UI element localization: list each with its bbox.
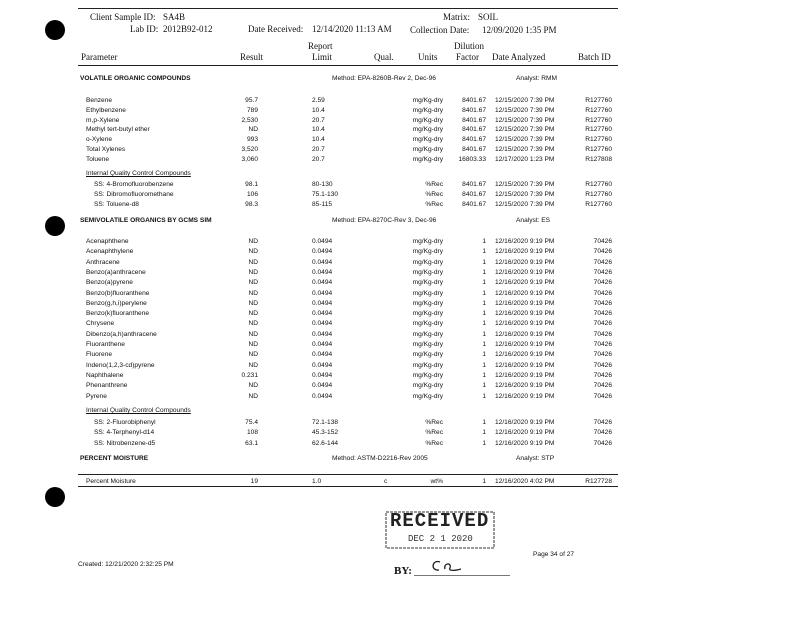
voc-analyst: Analyst: RMM	[516, 75, 558, 82]
table-cell-result: 98.1	[245, 181, 258, 188]
table-cell-units: mg/Kg-dry	[412, 248, 443, 256]
binder-hole-top	[45, 20, 65, 40]
table-cell-date: 12/16/2020 9:19 PM	[495, 258, 555, 266]
table-cell-dil: 1	[482, 330, 486, 338]
table-cell-units: wt%	[430, 478, 443, 485]
table-cell-limit: 0.0494	[312, 392, 333, 400]
table-cell-units: mg/Kg-dry	[412, 320, 443, 328]
table-cell-dil: 1	[482, 258, 486, 266]
table-cell-batch: 70426	[593, 258, 612, 266]
table-cell-limit: 75.1-130	[312, 190, 339, 198]
table-cell-limit: 10.4	[312, 126, 325, 134]
table-cell-date: 12/15/2020 7:39 PM	[495, 200, 555, 208]
table-cell-result: 3,060	[241, 155, 258, 163]
moisture-analyst: Analyst: STP	[516, 455, 555, 462]
svoc-qc-title: Internal Quality Control Compounds	[86, 407, 191, 414]
moisture-section-title: PERCENT MOISTURE	[80, 455, 149, 462]
table-cell-limit: 0.0494	[312, 382, 333, 390]
col-dilution-2: Factor	[456, 52, 479, 62]
table-cell-qual: c	[384, 478, 388, 485]
table-cell-units: mg/Kg-dry	[412, 351, 443, 359]
table-cell-batch: 70426	[593, 439, 612, 447]
table-cell-batch: R127808	[585, 155, 612, 163]
table-row-parameter: Benzo(a)pyrene	[86, 279, 133, 287]
table-cell-limit: 2.59	[312, 97, 325, 104]
collection-date-label: Collection Date:	[410, 25, 470, 35]
table-cell-units: %Rec	[425, 419, 443, 426]
table-row-parameter: Naphthalene	[86, 371, 124, 379]
table-cell-limit: 0.0494	[312, 351, 333, 359]
table-cell-units: %Rec	[425, 181, 443, 188]
col-date-analyzed: Date Analyzed	[492, 52, 546, 62]
svoc-section-title: SEMIVOLATILE ORGANICS BY GCMS SIM	[80, 217, 212, 224]
table-cell-limit: 0.0494	[312, 371, 333, 379]
table-cell-date: 12/15/2020 7:39 PM	[495, 97, 555, 104]
table-cell-result: ND	[248, 268, 258, 276]
table-row-parameter: Percent Moisture	[86, 478, 136, 485]
table-cell-dil: 16803.33	[458, 155, 486, 163]
table-cell-batch: 70426	[593, 351, 612, 359]
table-cell-limit: 62.6-144	[312, 439, 339, 447]
table-cell-batch: 70426	[593, 371, 612, 379]
table-cell-batch: R127760	[585, 200, 612, 208]
table-cell-units: mg/Kg-dry	[412, 289, 443, 297]
table-row-parameter: Acenaphthene	[86, 238, 129, 245]
table-cell-result: ND	[248, 320, 258, 328]
table-cell-result: 789	[246, 106, 258, 114]
table-cell-date: 12/16/2020 9:19 PM	[495, 238, 555, 245]
table-cell-result: ND	[248, 351, 258, 359]
table-row-parameter: SS: Toluene-d8	[94, 200, 139, 208]
table-cell-dil: 8401.67	[462, 181, 486, 188]
table-cell-dil: 8401.67	[462, 126, 486, 134]
table-cell-batch: R127760	[585, 106, 612, 114]
table-cell-batch: 70426	[593, 268, 612, 276]
table-cell-result: 19	[250, 478, 258, 485]
table-cell-dil: 8401.67	[462, 200, 486, 208]
table-cell-dil: 1	[482, 248, 486, 256]
table-cell-result: 2,530	[241, 116, 258, 124]
table-cell-units: mg/Kg-dry	[412, 238, 443, 245]
matrix-value: SOIL	[478, 12, 498, 22]
table-cell-units: mg/Kg-dry	[412, 371, 443, 379]
table-cell-batch: 70426	[593, 279, 612, 287]
received-stamp	[384, 510, 496, 550]
table-cell-batch: R127760	[585, 97, 612, 104]
table-row-parameter: SS: Dibromofluoromethane	[94, 190, 174, 198]
table-cell-date: 12/16/2020 9:19 PM	[495, 341, 555, 348]
table-cell-units: mg/Kg-dry	[412, 146, 443, 153]
table-cell-batch: R127760	[585, 146, 612, 153]
moisture-bottom-rule	[78, 486, 618, 487]
table-row-parameter: Benzo(a)anthracene	[86, 268, 146, 276]
table-cell-date: 12/16/2020 9:19 PM	[495, 382, 555, 390]
table-cell-batch: R127760	[585, 126, 612, 134]
col-parameter: Parameter	[81, 52, 118, 62]
table-cell-date: 12/16/2020 9:19 PM	[495, 279, 555, 287]
table-row-parameter: Total Xylenes	[86, 146, 126, 153]
table-cell-result: ND	[248, 238, 258, 245]
table-row-parameter: Benzene	[86, 97, 113, 104]
table-cell-units: mg/Kg-dry	[412, 299, 443, 307]
signature-mark	[428, 557, 464, 575]
table-cell-limit: 20.7	[312, 146, 325, 153]
moisture-top-rule	[78, 474, 618, 475]
by-label: BY:	[394, 565, 412, 577]
table-cell-batch: 70426	[593, 392, 612, 400]
table-cell-result: ND	[248, 330, 258, 338]
table-row-parameter: o-Xylene	[86, 136, 113, 144]
table-cell-limit: 72.1-138	[312, 419, 339, 426]
table-cell-dil: 1	[482, 351, 486, 359]
date-received-value: 12/14/2020 11:13 AM	[312, 24, 392, 34]
table-cell-dil: 1	[482, 238, 486, 245]
table-cell-units: mg/Kg-dry	[412, 126, 443, 134]
table-row-parameter: Fluorene	[86, 351, 113, 359]
table-row-parameter: Phenanthrene	[86, 382, 128, 390]
table-row-parameter: SS: Nitrobenzene-d5	[94, 439, 156, 447]
table-cell-batch: 70426	[593, 299, 612, 307]
table-cell-batch: 70426	[593, 341, 612, 348]
table-cell-result: 993	[246, 136, 258, 144]
table-cell-result: 108	[246, 429, 258, 437]
voc-qc-title: Internal Quality Control Compounds	[86, 170, 191, 177]
table-cell-units: mg/Kg-dry	[412, 382, 443, 390]
table-row-parameter: Toluene	[86, 155, 110, 163]
table-cell-date: 12/16/2020 9:19 PM	[495, 439, 555, 447]
table-cell-result: ND	[248, 258, 258, 266]
table-cell-date: 12/15/2020 7:39 PM	[495, 146, 555, 153]
binder-hole-bottom	[45, 487, 65, 507]
table-cell-dil: 1	[482, 371, 486, 379]
table-row-parameter: Acenaphthylene	[86, 248, 134, 256]
table-cell-limit: 20.7	[312, 116, 325, 124]
table-cell-units: mg/Kg-dry	[412, 392, 443, 400]
table-cell-date: 12/16/2020 9:19 PM	[495, 248, 555, 256]
table-cell-dil: 1	[482, 361, 486, 369]
table-row-parameter: SS: 4-Bromofluorobenzene	[94, 181, 174, 188]
table-cell-date: 12/16/2020 9:19 PM	[495, 419, 555, 426]
table-cell-limit: 0.0494	[312, 268, 333, 276]
voc-method: Method: EPA-8260B-Rev 2, Dec-96	[332, 75, 436, 82]
table-cell-batch: R127760	[585, 136, 612, 144]
table-cell-date: 12/17/2020 1:23 PM	[495, 155, 555, 163]
table-cell-dil: 8401.67	[462, 97, 486, 104]
table-cell-date: 12/15/2020 7:39 PM	[495, 190, 555, 198]
table-cell-batch: 70426	[593, 248, 612, 256]
table-cell-result: ND	[248, 299, 258, 307]
header-bottom-rule	[78, 65, 618, 66]
page-number: Page 34 of 27	[533, 551, 575, 558]
table-cell-limit: 0.0494	[312, 258, 333, 266]
table-cell-dil: 1	[482, 382, 486, 390]
table-cell-date: 12/16/2020 9:19 PM	[495, 392, 555, 400]
table-cell-units: mg/Kg-dry	[412, 155, 443, 163]
table-row-parameter: Methyl tert-butyl ether	[86, 126, 150, 134]
table-cell-limit: 0.0494	[312, 289, 333, 297]
table-cell-result: ND	[248, 341, 258, 348]
received-stamp-date: DEC 2 1 2020	[408, 534, 473, 544]
table-cell-dil: 1	[482, 392, 486, 400]
binder-hole-middle	[45, 216, 65, 236]
table-cell-result: 95.7	[245, 97, 258, 104]
table-cell-limit: 0.0494	[312, 248, 333, 256]
table-cell-limit: 0.0494	[312, 341, 333, 348]
table-cell-units: %Rec	[425, 439, 443, 447]
table-cell-limit: 0.0494	[312, 310, 333, 318]
table-cell-units: mg/Kg-dry	[412, 97, 443, 104]
table-cell-batch: 70426	[593, 429, 612, 437]
table-cell-dil: 8401.67	[462, 146, 486, 153]
table-cell-units: %Rec	[425, 190, 443, 198]
table-cell-batch: 70426	[593, 419, 612, 426]
table-cell-limit: 0.0494	[312, 320, 333, 328]
table-cell-date: 12/15/2020 7:39 PM	[495, 116, 555, 124]
table-cell-dil: 1	[482, 268, 486, 276]
table-cell-date: 12/15/2020 7:39 PM	[495, 106, 555, 114]
table-cell-limit: 85-115	[312, 200, 333, 208]
table-row-parameter: Chrysene	[86, 320, 115, 328]
col-dilution-1: Dilution	[454, 41, 485, 51]
table-cell-result: 98.3	[245, 200, 258, 208]
table-cell-date: 12/16/2020 9:19 PM	[495, 371, 555, 379]
table-cell-units: mg/Kg-dry	[412, 258, 443, 266]
table-cell-date: 12/15/2020 7:39 PM	[495, 126, 555, 134]
table-cell-date: 12/16/2020 9:19 PM	[495, 310, 555, 318]
table-cell-dil: 1	[482, 341, 486, 348]
table-cell-dil: 1	[482, 320, 486, 328]
table-cell-batch: R127760	[585, 190, 612, 198]
date-received-label: Date Received:	[248, 24, 304, 34]
svoc-analyst: Analyst: ES	[516, 217, 551, 224]
table-cell-dil: 8401.67	[462, 136, 486, 144]
table-cell-limit: 0.0494	[312, 238, 333, 245]
table-cell-batch: R127760	[585, 181, 612, 188]
collection-date-value: 12/09/2020 1:35 PM	[482, 25, 557, 35]
table-cell-dil: 8401.67	[462, 116, 486, 124]
table-row-parameter: Benzo(k)fluoranthene	[86, 310, 150, 318]
table-cell-batch: 70426	[593, 361, 612, 369]
lab-id-label: Lab ID:	[130, 24, 159, 34]
table-cell-units: %Rec	[425, 200, 443, 208]
table-cell-result: ND	[248, 361, 258, 369]
table-cell-date: 12/16/2020 4:02 PM	[495, 478, 555, 485]
col-batch-id: Batch ID	[578, 52, 611, 62]
table-cell-date: 12/16/2020 9:19 PM	[495, 320, 555, 328]
table-row-parameter: SS: 4-Terphenyl-d14	[94, 429, 155, 437]
table-row-parameter: Pyrene	[86, 392, 107, 400]
table-cell-limit: 45.3-152	[312, 429, 339, 437]
table-cell-result: 75.4	[245, 419, 258, 426]
table-cell-limit: 0.0494	[312, 279, 333, 287]
table-cell-dil: 8401.67	[462, 106, 486, 114]
table-cell-result: ND	[248, 279, 258, 287]
table-cell-dil: 1	[482, 478, 486, 485]
table-cell-limit: 10.4	[312, 136, 325, 144]
table-cell-dil: 1	[482, 279, 486, 287]
table-row-parameter: Ethylbenzene	[86, 106, 126, 114]
table-cell-result: ND	[248, 392, 258, 400]
table-cell-batch: 70426	[593, 310, 612, 318]
received-stamp-text: RECEIVED	[390, 510, 490, 532]
table-cell-units: mg/Kg-dry	[412, 361, 443, 369]
table-cell-result: 3,520	[241, 146, 258, 153]
table-row-parameter: Anthracene	[86, 258, 120, 266]
table-cell-dil: 1	[482, 289, 486, 297]
svoc-method: Method: EPA-8270C-Rev 3, Dec-96	[332, 217, 437, 224]
created-timestamp: Created: 12/21/2020 2:32:25 PM	[78, 561, 174, 568]
table-cell-units: mg/Kg-dry	[412, 268, 443, 276]
table-cell-result: 106	[246, 190, 258, 198]
table-cell-limit: 80-130	[312, 181, 333, 188]
matrix-label: Matrix:	[443, 12, 470, 22]
table-cell-date: 12/16/2020 9:19 PM	[495, 351, 555, 359]
table-cell-date: 12/16/2020 9:19 PM	[495, 299, 555, 307]
table-cell-units: mg/Kg-dry	[412, 330, 443, 338]
table-cell-result: ND	[248, 126, 258, 134]
table-cell-batch: R127760	[585, 116, 612, 124]
table-row-parameter: Benzo(g,h,i)perylene	[86, 299, 147, 307]
col-result: Result	[240, 52, 264, 62]
table-cell-dil: 1	[482, 310, 486, 318]
col-units: Units	[418, 52, 438, 62]
table-row-parameter: Benzo(b)fluoranthene	[86, 289, 150, 297]
table-row-parameter: SS: 2-Fluorobiphenyl	[94, 419, 156, 426]
table-cell-result: ND	[248, 382, 258, 390]
table-cell-units: mg/Kg-dry	[412, 279, 443, 287]
table-cell-units: mg/Kg-dry	[412, 116, 443, 124]
table-row-parameter: Dibenzo(a,h)anthracene	[86, 330, 157, 338]
lab-id-value: 2012B92-012	[163, 24, 213, 34]
table-cell-batch: 70426	[593, 382, 612, 390]
table-cell-dil: 1	[482, 429, 486, 437]
table-cell-date: 12/16/2020 9:19 PM	[495, 330, 555, 338]
col-qual: Qual.	[374, 52, 394, 62]
table-row-parameter: m,p-Xylene	[86, 116, 120, 124]
client-sample-id: SA4B	[163, 12, 186, 22]
table-cell-limit: 20.7	[312, 155, 325, 163]
table-cell-limit: 0.0494	[312, 330, 333, 338]
table-cell-result: 0.231	[241, 371, 258, 379]
table-cell-result: 63.1	[245, 439, 258, 447]
table-cell-batch: 70426	[593, 320, 612, 328]
client-sample-label: Client Sample ID:	[90, 12, 156, 22]
table-cell-limit: 0.0494	[312, 299, 333, 307]
table-cell-result: ND	[248, 289, 258, 297]
header-top-rule	[78, 8, 618, 9]
table-cell-date: 12/15/2020 7:39 PM	[495, 136, 555, 144]
table-cell-result: ND	[248, 310, 258, 318]
voc-section-title: VOLATILE ORGANIC COMPOUNDS	[80, 75, 191, 82]
table-cell-dil: 8401.67	[462, 190, 486, 198]
table-cell-batch: R127728	[585, 478, 612, 485]
table-row-parameter: Indeno(1,2,3-cd)pyrene	[86, 361, 155, 369]
table-cell-batch: 70426	[593, 238, 612, 245]
table-cell-dil: 1	[482, 419, 486, 426]
table-cell-units: %Rec	[425, 429, 443, 437]
table-cell-units: mg/Kg-dry	[412, 310, 443, 318]
table-cell-units: mg/Kg-dry	[412, 106, 443, 114]
table-row-parameter: Fluoranthene	[86, 341, 125, 348]
table-cell-date: 12/16/2020 9:19 PM	[495, 289, 555, 297]
table-cell-result: ND	[248, 248, 258, 256]
table-cell-dil: 1	[482, 299, 486, 307]
table-cell-date: 12/16/2020 9:19 PM	[495, 268, 555, 276]
table-cell-limit: 1.0	[312, 478, 322, 485]
table-cell-batch: 70426	[593, 330, 612, 338]
table-cell-limit: 10.4	[312, 106, 325, 114]
table-cell-dil: 1	[482, 439, 486, 447]
table-cell-limit: 0.0494	[312, 361, 333, 369]
table-cell-units: mg/Kg-dry	[412, 341, 443, 348]
moisture-method: Method: ASTM-D2216-Rev 2005	[332, 455, 428, 462]
signature-line	[414, 575, 510, 576]
table-cell-date: 12/16/2020 9:19 PM	[495, 429, 555, 437]
table-cell-units: mg/Kg-dry	[412, 136, 443, 144]
table-cell-date: 12/16/2020 9:19 PM	[495, 361, 555, 369]
col-report-limit-1: Report	[308, 41, 333, 51]
col-report-limit-2: Limit	[312, 52, 332, 62]
table-cell-batch: 70426	[593, 289, 612, 297]
table-cell-date: 12/15/2020 7:39 PM	[495, 181, 555, 188]
